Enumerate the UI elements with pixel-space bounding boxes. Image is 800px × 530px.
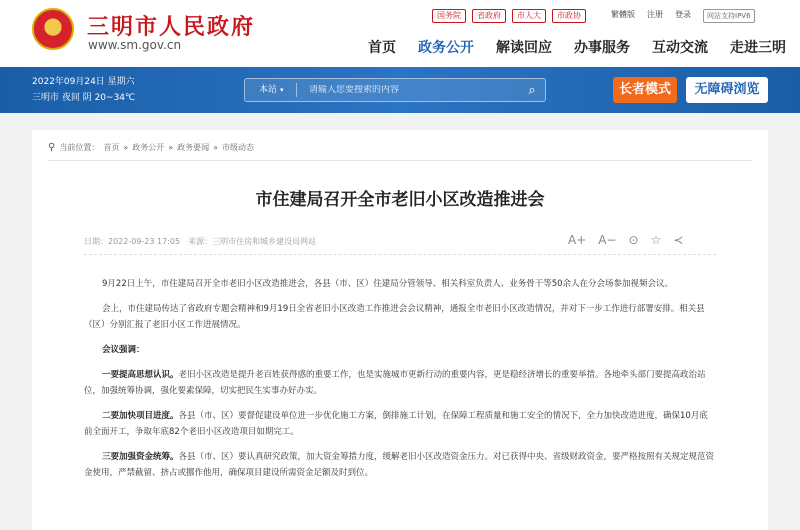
search-bar bbox=[244, 78, 546, 102]
article-tools bbox=[568, 233, 683, 247]
font-increase-icon[interactable]: A+ bbox=[568, 233, 587, 247]
search-scope-select[interactable]: 本站 ▾ bbox=[245, 83, 297, 97]
utility-links bbox=[611, 9, 755, 23]
article-source: 来源：三明市住房和城乡建设局网站 bbox=[188, 237, 317, 246]
listen-icon[interactable]: ⊙ bbox=[628, 233, 639, 247]
nav-interaction[interactable]: 互动交流 bbox=[652, 40, 708, 56]
site-name[interactable]: 三明市人民政府 bbox=[87, 14, 256, 40]
divider bbox=[48, 160, 752, 161]
search-input[interactable] bbox=[297, 85, 519, 95]
banner bbox=[0, 67, 800, 113]
weather: 三明市 夜间 阴 20~34℃ bbox=[32, 93, 136, 103]
ipv6-badge: 网站支持IPV6 bbox=[703, 9, 755, 23]
link-cppcc[interactable]: 市政协 bbox=[552, 9, 586, 23]
link-state-council[interactable]: 国务院 bbox=[432, 9, 466, 23]
paragraph-3: 会议强调： bbox=[102, 345, 145, 355]
breadcrumb-gov-affairs[interactable]: 政务公开 bbox=[132, 143, 165, 152]
nav-interpretation[interactable]: 解读回应 bbox=[496, 40, 552, 56]
font-decrease-icon[interactable]: A− bbox=[598, 233, 617, 247]
meta-divider bbox=[84, 254, 716, 255]
traditional-chinese-link[interactable]: 繁體版 bbox=[611, 10, 635, 19]
register-link[interactable]: 注册 bbox=[647, 10, 663, 19]
site-url: www.sm.gov.cn bbox=[88, 38, 182, 52]
favorite-icon[interactable]: ☆ bbox=[650, 233, 662, 247]
header bbox=[0, 0, 800, 67]
breadcrumb-city-news[interactable]: 市级动态 bbox=[222, 143, 255, 152]
article-container bbox=[32, 130, 768, 530]
main-nav bbox=[368, 37, 786, 57]
paragraph-4: 一要提高思想认识。老旧小区改造是提升老百姓获得感的重要工作，也是实施城市更新行动的重要内容，更是稳经济增长的重要举措。各地牵头部门要提高政治站位，加强统筹协调，强化要素保障，切实把民生实事办好办实。 bbox=[84, 370, 706, 396]
login-link[interactable]: 登录 bbox=[675, 10, 691, 19]
article-meta bbox=[84, 236, 316, 247]
nav-home[interactable]: 首页 bbox=[368, 40, 396, 56]
link-provincial-gov[interactable]: 省政府 bbox=[472, 9, 506, 23]
link-npc[interactable]: 市人大 bbox=[512, 9, 546, 23]
article-body bbox=[84, 276, 716, 490]
paragraph-5: 二要加快项目进度。各县（市、区）要督促建设单位进一步优化施工方案，倒排施工计划，在保障工程质量和施工安全的情况下，全力加快改造进度，确保10月底前全面开工，争取年底82个老旧小区改造项目如期完工。 bbox=[84, 411, 708, 437]
paragraph-6: 三要加强资金统筹。各县（市、区）要认真研究政策，加大资金筹措力度，缓解老旧小区改造资金压力。对已获得中央、省级财政资金，要严格按照有关规定规范资金使用，严禁截留、挤占或挪作他用，确保项目建设所需资金足额及时到位。 bbox=[84, 452, 715, 478]
search-icon[interactable]: ⌕ bbox=[528, 82, 536, 98]
paragraph-2: 会上，市住建局传达了省政府专题会精神和9月19日全省老旧小区改造工作推进会会议精神，通报全市老旧小区改造情况，并对下一步工作进行部署安排。相关县（区）分别汇报了老旧小区工作进展情况。 bbox=[84, 304, 705, 330]
paragraph-1: 9月22日上午，市住建局召开全市老旧小区改造推进会，各县（市、区）住建局分管领导、相关科室负责人、业务骨干等50余人在分会场参加视频会议。 bbox=[102, 279, 674, 289]
article-title: 市住建局召开全市老旧小区改造推进会 bbox=[255, 190, 545, 210]
national-emblem-icon bbox=[32, 8, 74, 50]
accessible-browse-button[interactable]: 无障碍浏览 bbox=[686, 77, 768, 103]
quick-links bbox=[432, 9, 586, 23]
article-date: 日期：2022-09-23 17:05 bbox=[84, 237, 181, 246]
share-icon[interactable]: ≺ bbox=[673, 233, 684, 247]
nav-about-sanming[interactable]: 走进三明 bbox=[730, 40, 786, 56]
nav-services[interactable]: 办事服务 bbox=[574, 40, 630, 56]
breadcrumb-news[interactable]: 政务要闻 bbox=[177, 143, 210, 152]
location-pin-icon: ⚲ bbox=[48, 142, 56, 153]
breadcrumb-prefix: 当前位置： bbox=[59, 143, 100, 152]
current-date: 2022年09月24日 星期六 bbox=[32, 77, 135, 87]
nav-gov-affairs[interactable]: 政务公开 bbox=[418, 40, 474, 56]
breadcrumb-home[interactable]: 首页 bbox=[103, 143, 120, 152]
breadcrumb: ⚲ 当前位置： 首页 » 政务公开 » 政务要闻 » 市级动态 bbox=[48, 142, 255, 153]
elder-mode-button[interactable]: 长者模式 bbox=[613, 77, 677, 103]
